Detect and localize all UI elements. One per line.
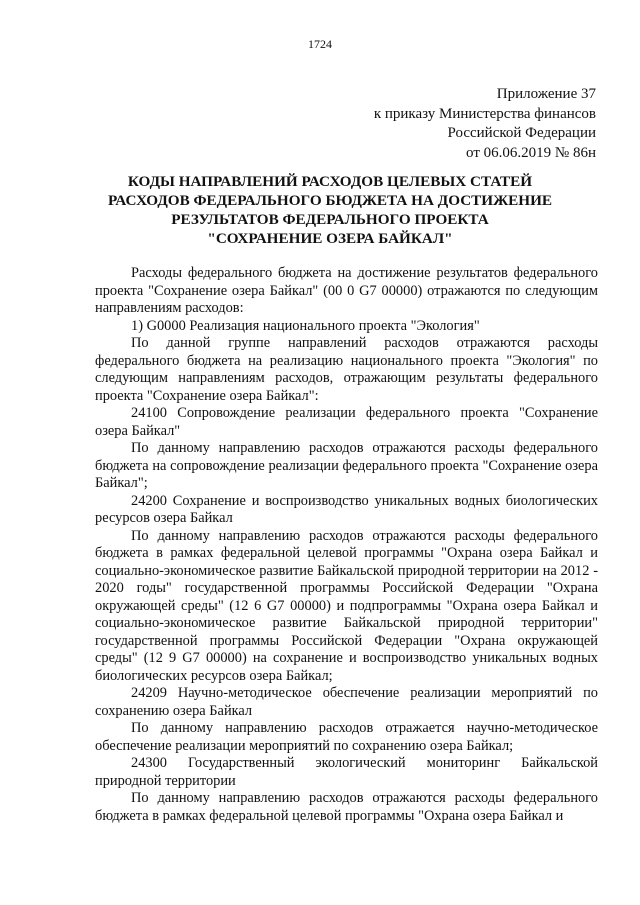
appendix-line: Российской Федерации [447,125,596,141]
body-paragraph: Расходы федерального бюджета на достижение результатов федерального проекта "Сохранение озера Байкал" (00 0 G7 00000) отражаются по следующим направлениям расходов: [95,265,598,316]
body-paragraph: 24209 Научно-методическое обеспечение реализации мероприятий по сохранению озера Байкал [95,685,598,719]
body-paragraph: По данному направлению расходов отражаются расходы федерального бюджета на сопровождение реализации федерального проекта "Сохранение озера Байкал"; [95,440,598,491]
body-paragraph: 24100 Сопровождение реализации федерального проекта "Сохранение озера Байкал" [95,405,598,439]
body-paragraph: По данному направлению расходов отражается научно-методическое обеспечение реализации мероприятий по сохранению озера Байкал; [95,720,598,754]
body-paragraph: 1) G0000 Реализация национального проекта "Экология" [131,317,480,334]
page-number: 1724 [308,37,332,51]
body-paragraph: 24200 Сохранение и воспроизводство уникальных водных биологических ресурсов озера Байкал [95,492,598,526]
document-body [95,265,598,825]
title-line: РЕЗУЛЬТАТОВ ФЕДЕРАЛЬНОГО ПРОЕКТА [171,211,489,228]
body-paragraph: По данной группе направлений расходов отражаются расходы федерального бюджета на реализацию национального проекта "Экология" по следующим направлениям расходов, отражающим результаты федерального проекта "Сохранение озера Байкал": [95,335,598,404]
title-line: РАСХОДОВ ФЕДЕРАЛЬНОГО БЮДЖЕТА НА ДОСТИЖЕНИЕ [107,192,553,209]
body-paragraph: По данному направлению расходов отражаются расходы федерального бюджета в рамках федеральной целевой программы "Охрана озера Байкал и [95,790,598,824]
appendix-line: к приказу Министерства финансов [373,105,596,122]
title-line: "СОХРАНЕНИЕ ОЗЕРА БАЙКАЛ" [207,230,453,247]
title-line: КОДЫ НАПРАВЛЕНИЙ РАСХОДОВ ЦЕЛЕВЫХ СТАТЕЙ [127,173,533,190]
appendix-line: Приложение 37 [496,86,596,102]
appendix-line: от 06.06.2019 № 86н [466,144,596,161]
document-title [80,172,580,248]
body-paragraph: По данному направлению расходов отражаются расходы федерального бюджета в рамках федеральной целевой программы "Охрана озера Байкал и социально-экономическое развитие Байкальской природной территории на 2012 - 2020 годы" государственной программы Российской Федерации "Охрана окружающей среды" (12 6 G7 00000) и подпрограммы "Охрана озера Байкал и социально-экономическое развитие Байкальской природной территории" государственной программы Российской Федерации "Охрана окружающей среды" (12 9 G7 00000) на сохранение и воспроизводство уникальных водных биологических ресурсов озера Байкал; [95,527,598,684]
appendix-header [374,85,596,163]
body-paragraph: 24300 Государственный экологический мониторинг Байкальской природной территории [95,755,598,789]
